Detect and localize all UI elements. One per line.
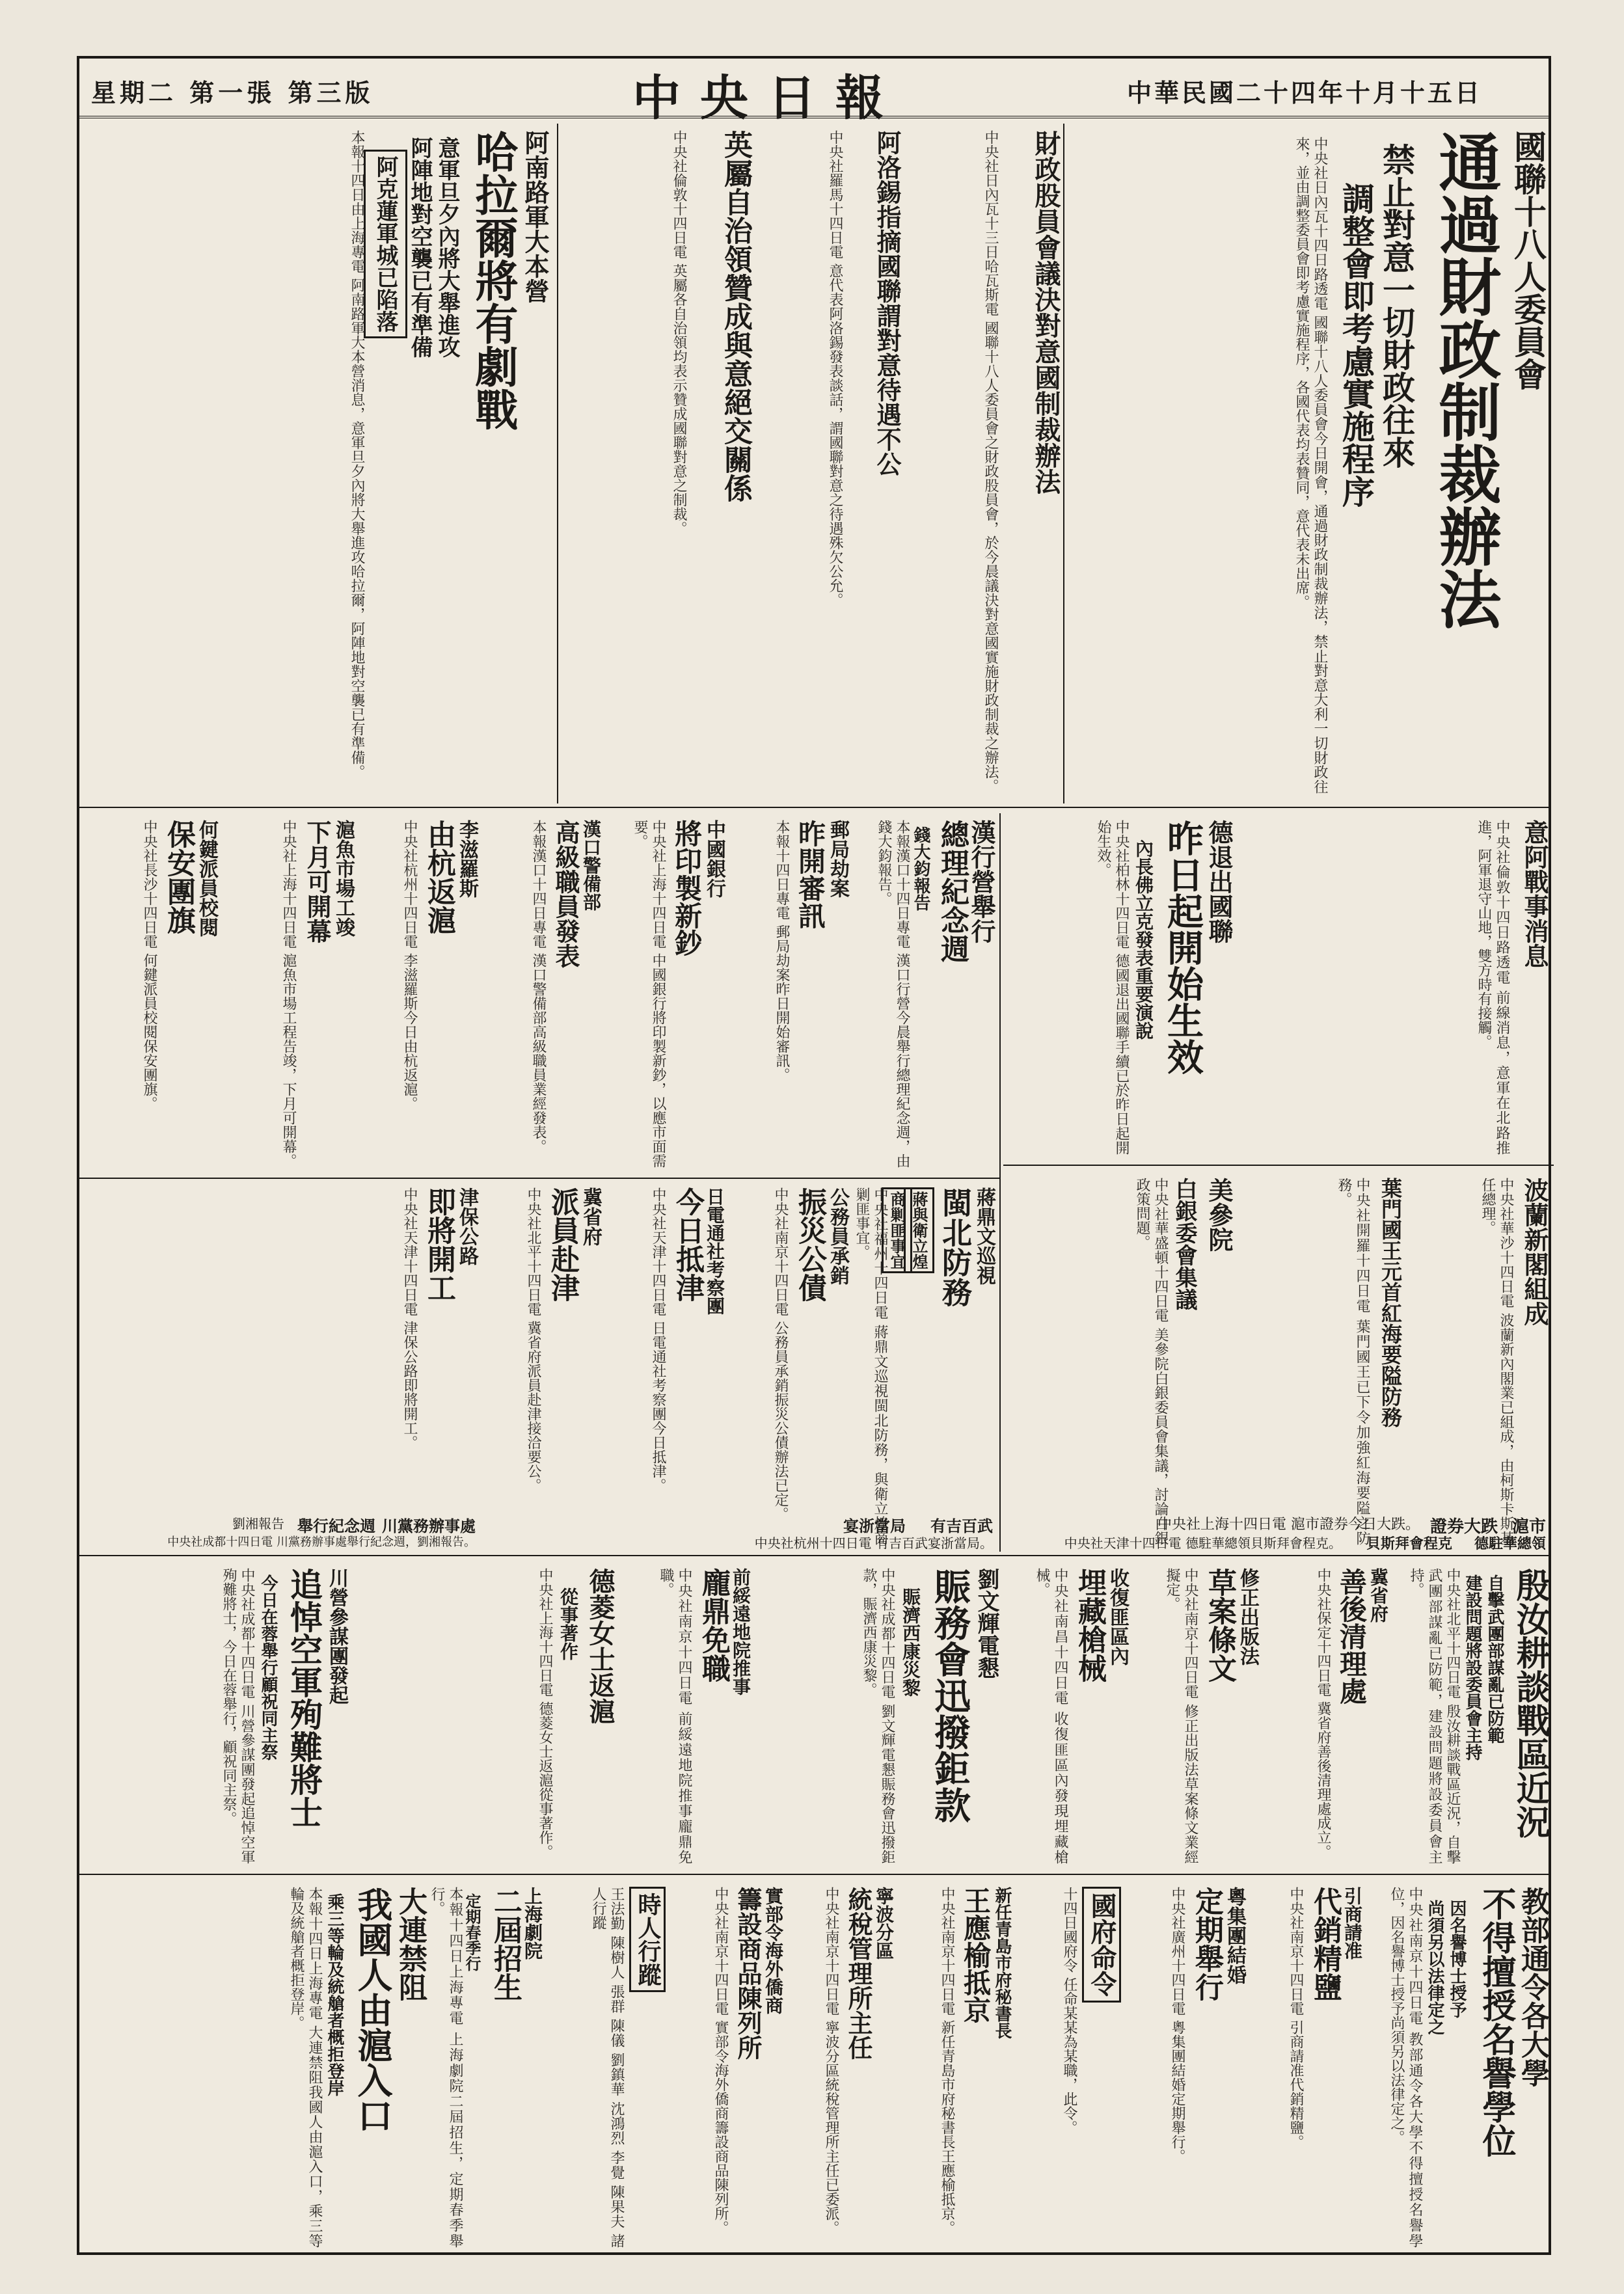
subheadline: 阿克蓮軍城已陷落	[364, 150, 407, 338]
headline: 郵局劫案	[826, 820, 849, 898]
headline: 意阿戰事消息	[1520, 820, 1549, 968]
headline: 定期舉行	[1190, 1887, 1223, 2001]
headline: 即將開工	[422, 1187, 455, 1302]
article-body: 中央社保定十四日電 冀省府善後清理處成立。	[1315, 1568, 1331, 1859]
article-body: 中央社華沙十四日電 波蘭新內閣業已組成，由柯斯卡斯基任總理。	[1480, 1178, 1514, 1545]
headline: 寧波分區	[873, 1887, 895, 1960]
article-poland	[1407, 1171, 1550, 1552]
headline: 國府命令	[1082, 1887, 1121, 2003]
subheadline: 自擊武團部謀亂已防範	[1485, 1574, 1504, 1744]
article-body: 中央社上海十四日電 中國銀行將印製新鈔，以應市面需要。	[632, 820, 666, 1168]
article-body: 中央社南昌十四日電 收復匪區內發現埋藏槍械。	[1034, 1568, 1068, 1864]
headline: 滬魚市場工竣	[332, 820, 355, 937]
article-government-orders	[1016, 1880, 1124, 2254]
article-salt	[1251, 1880, 1364, 2254]
article-body: 中央社杭州十四日電 李滋羅斯今日由杭返滬。	[401, 820, 418, 1111]
article-dezheng	[353, 1561, 616, 1870]
article-relief-bonds	[730, 1181, 850, 1552]
headline: 德菱女士返滬	[585, 1568, 616, 1724]
article-body: 中央社成都十四日電 川營參謀團發起追悼空軍殉難將士，今日在蓉舉行，顧祝同主祭。	[221, 1568, 255, 1864]
article-body: 中央社北平十四日電 冀省府派員赴津接洽要公。	[525, 1187, 541, 1492]
subheadline: 調整會即考慮實施程序	[1337, 182, 1375, 507]
headline: 何鍵派員校閱	[195, 820, 218, 937]
headline: 新任青島市府秘書長	[992, 1887, 1012, 2039]
headline: 總理紀念週	[936, 820, 969, 963]
article-body: 中央社天津十四日電 德駐華總領貝斯拜會程克。	[1064, 1535, 1342, 1551]
article-liu-wenhui	[756, 1561, 1000, 1870]
headline: 賑務會迅撥鉅款	[928, 1568, 971, 1823]
article-body: 中央社成都十四日電 川黨務辦事處舉行紀念週，劉湘報告。	[167, 1535, 476, 1549]
headline: 冀省府	[1368, 1568, 1389, 1623]
article-league-sanctions	[1068, 124, 1550, 803]
article-finance-committee	[906, 124, 1062, 803]
article-body: 中央社倫敦十四日電 英屬各自治領均表示贊成國聯對意之制裁。	[671, 130, 687, 535]
masthead-name: 中央日報	[632, 70, 903, 126]
headline: 貝斯拜會程克	[1366, 1535, 1452, 1552]
headline: 漢口警備部	[580, 820, 602, 911]
headline: 我國人由滬入口	[352, 1887, 394, 2133]
headline: 冀省府	[579, 1187, 602, 1246]
subheadline: 白銀委會集議	[1171, 1178, 1197, 1310]
headline: 蔣鼎文巡視	[973, 1187, 995, 1285]
article-body: 中央社杭州十四日電 有吉百武宴浙當局。	[754, 1535, 993, 1551]
column-rule	[999, 813, 1001, 1552]
subheadline: 因名譽博士授予	[1447, 1900, 1467, 2018]
headline: 時人行蹤	[629, 1887, 666, 1992]
article-leith-ross	[359, 813, 480, 1174]
headline: 舉行紀念週	[297, 1517, 375, 1535]
article-body: 中央社南京十四日電 引商請准代銷精鹽。	[1288, 1887, 1304, 2149]
article-body: 中央社華盛頓十四日電 美參院白銀委員會集議，討論白銀政策問題。	[1134, 1178, 1169, 1545]
headline: 昨日起開始生效	[1161, 820, 1204, 1075]
headline: 英屬自治領贊成與意絕交關係	[719, 130, 752, 502]
headline: 劉文輝電懇	[973, 1568, 999, 1679]
headline: 有吉百武	[930, 1517, 993, 1535]
article-body: 中央社長沙十四日電 何鍵派員校閱保安團旗。	[141, 820, 157, 1111]
strip-extra-items	[483, 1509, 997, 1551]
headline: 王應榆抵京	[960, 1887, 992, 2023]
article-body: 中央社南京十四日電 前綏遠地院推事龐鼎免職。	[658, 1568, 692, 1864]
subheadline: 尚須另以法律定之	[1425, 1900, 1444, 2035]
masthead	[79, 59, 1549, 126]
article-dominions	[561, 124, 753, 803]
subheadline: 賑濟西康災黎	[900, 1587, 921, 1697]
article-body: 本報十四日由上海專電 阿南路軍大本營消息，意軍旦夕內將大舉進攻哈拉爾，阿陣地對空襲已有準備。	[349, 130, 365, 779]
headline: 善後清理處	[1336, 1568, 1368, 1705]
headline: 派員赴津	[546, 1187, 579, 1302]
headline: 昨開審訊	[794, 820, 826, 929]
article-people-movements	[548, 1880, 668, 2254]
article-body: 十四日國府令 任命某某為某職，此令。	[1061, 1887, 1077, 2135]
article-body: 中央社天津十四日電 日電通社考察團今日抵津。	[650, 1187, 666, 1492]
section-rule	[79, 1555, 1549, 1556]
headline: 代銷精鹽	[1308, 1887, 1342, 2001]
article-body: 本報漢口十四日專電 漢口警備部高級職員業經發表。	[530, 820, 547, 1154]
headline: 高級職員發表	[551, 820, 580, 968]
article-harar	[86, 124, 554, 803]
headline: 保安團旗	[162, 820, 195, 934]
article-body: 中央社羅馬十四日電 意代表阿洛錫發表談話，謂國聯對意之待遇殊欠公允。	[827, 130, 843, 607]
article-bank-of-china	[606, 813, 727, 1174]
headline: 中國銀行	[703, 820, 725, 898]
headline: 振災公債	[793, 1187, 826, 1302]
headline: 教部通令各大學	[1516, 1887, 1549, 2087]
article-body: 中央社南京十四日電 公務員承銷振災公債辦法已定。	[772, 1187, 789, 1521]
subheadline: 建設問題將設委員會主持	[1463, 1574, 1482, 1761]
headline: 前綏遠地院推事	[730, 1568, 751, 1695]
article-body: 中央社北平十四日電 殷汝耕談戰區近況，自擊武團部謀亂已防範，建設問題將設委員會主持。	[1408, 1568, 1461, 1864]
article-hebei-cleanup	[1264, 1561, 1390, 1870]
section-rule	[79, 1178, 999, 1179]
article-body: 中央社廣州十四日電 粵集團結婚定期舉行。	[1169, 1887, 1185, 2163]
headline: 川黨務辦事處	[382, 1517, 476, 1535]
headline: 阿洛錫指摘國聯謂對意待遇不公	[873, 130, 902, 476]
subheadline: 定期春季行	[463, 1893, 481, 1971]
headline: 籌設商品陳列所	[733, 1887, 763, 2060]
section-rule	[1003, 1165, 1554, 1166]
headline: 證券大跌	[1429, 1517, 1498, 1537]
article-body: 中央社天津十四日電 津保公路即將開工。	[401, 1187, 418, 1450]
article-publication-law	[1133, 1561, 1260, 1870]
article-hankou-memorial	[854, 813, 997, 1174]
strip-extra-items	[86, 1509, 480, 1551]
article-body: 中央社南京十四日電 實部令海外僑商籌設商品陳列所。	[712, 1887, 729, 2235]
section-rule	[79, 807, 1549, 808]
headline: 公務員承銷	[826, 1187, 849, 1285]
headline: 今日抵津	[671, 1187, 704, 1302]
article-education-ministry	[1368, 1880, 1550, 2254]
subheadline: 從事著作	[558, 1587, 579, 1660]
article-yemen	[1238, 1171, 1403, 1552]
headline: 粵集團結婚	[1223, 1887, 1246, 1984]
headline: 李滋羅斯	[455, 820, 478, 898]
headline: 德駐華總領	[1474, 1535, 1546, 1552]
headline: 波蘭新閣組成	[1520, 1178, 1549, 1326]
headline: 滬市	[1511, 1517, 1546, 1537]
headline: 不得擅授名譽學位	[1476, 1887, 1516, 2157]
masthead-date: 中華民國二十四年十月十五日	[1127, 78, 1483, 107]
headline: 殷汝耕談戰區近況	[1510, 1568, 1550, 1839]
headline: 上海劇院	[522, 1887, 543, 1960]
subheadline: 乘三等輪及統艙者概拒登岸	[325, 1893, 344, 2096]
article-body: 中央社福州十四日電 蔣鼎文巡視閩北防務，與衛立煌商剿匪事宜。	[854, 1187, 888, 1545]
headline: 修正出版法	[1236, 1568, 1259, 1666]
headline: 大連禁阻	[394, 1887, 427, 2001]
headline: 宴浙當局	[843, 1517, 906, 1535]
strip-extra-items	[1003, 1509, 1550, 1551]
headline: 統稅管理所主任	[844, 1887, 873, 2060]
article-body: 本報漢口十四日專電 漢口行營今晨舉行總理紀念週，由錢大鈞報告。	[876, 820, 910, 1168]
article-hebei-to-tianjin	[483, 1181, 603, 1552]
article-yin-rugeng	[1394, 1561, 1550, 1870]
article-pang-ding	[619, 1561, 753, 1870]
headline: 國聯十八人委員會	[1509, 130, 1547, 390]
section-rule	[79, 1874, 1549, 1875]
subheadline: 禁止對意一切財政往來	[1377, 143, 1416, 468]
headline: 津保公路	[455, 1187, 478, 1265]
headline: 二屆招生	[489, 1887, 522, 2001]
subheadline: 今日在蓉舉行顧祝同主祭	[258, 1574, 278, 1761]
headline: 哈拉爾將有劇戰	[468, 130, 519, 431]
headline: 閩北防務	[938, 1187, 973, 1307]
article-wang-yingyu	[899, 1880, 1013, 2254]
headline: 龐鼎免職	[697, 1568, 730, 1682]
column-rule	[557, 124, 558, 803]
article-aloisi	[756, 124, 902, 803]
article-us-senate	[1003, 1171, 1234, 1552]
subheadline: 商剿匪事宜	[882, 1187, 912, 1273]
article-body: 中央社日內瓦十四日路透電 國聯十八人委員會今日開會，通過財政制裁辦法，禁止對意大利一切財政往來，並由調整委員會即考慮實施程序，各國代表均表贊同，意代表未出席。	[1293, 137, 1328, 794]
headline: 財政股員會議決對意國制裁辦法	[1031, 130, 1061, 494]
headline: 實部令海外僑商	[763, 1887, 784, 2014]
article-body: 中央社柏林十四日電 德國退出國聯手續已於昨日起開始生效。	[1095, 820, 1130, 1155]
headline: 由杭返滬	[422, 820, 455, 934]
headline: 草案條文	[1203, 1568, 1236, 1682]
subheadline: 意軍旦夕內將大舉進攻	[434, 137, 460, 358]
article-germany-league	[1003, 813, 1234, 1161]
subheadline: 劉湘報告	[232, 1516, 284, 1532]
article-body: 本報十四日上海專電 大連禁阻我國人由滬入口，乘三等輪及統艙者概拒登岸。	[288, 1887, 323, 2248]
article-dairen	[86, 1880, 427, 2254]
article-body: 中央社倫敦十四日路透電 前線消息，意軍在北路推進，阿軍退守山地，雙方時有接觸。	[1476, 820, 1510, 1155]
headline: 通過財政制裁辦法	[1429, 130, 1502, 630]
article-ningbo-tax	[789, 1880, 896, 2254]
article-dentsu	[606, 1181, 727, 1552]
headline: 阿南路軍大本營	[521, 130, 550, 303]
headline: 引商請准	[1342, 1887, 1363, 1960]
headline: 德退出國聯	[1204, 820, 1234, 943]
headline: 追悼空軍殉難將士	[285, 1568, 323, 1828]
article-fish-market	[223, 813, 356, 1174]
headline: 將印製新鈔	[671, 820, 703, 956]
headline: 葉門國王元首紅海要隘防務	[1378, 1178, 1403, 1427]
article-body: 中央社南京十四日電 新任青島市府秘書長王應榆抵京。	[939, 1887, 955, 2235]
newspaper-page	[77, 56, 1551, 2255]
article-post-robbery	[730, 813, 850, 1174]
headline: 收復匪區內	[1106, 1568, 1129, 1666]
article-body: 中央社南京十四日電 寧波分區統稅管理所主任已委派。	[823, 1887, 839, 2235]
article-war-news	[1238, 813, 1550, 1161]
article-cache-arms	[1003, 1561, 1130, 1870]
article-body: 中央社成都十四日電 劉文輝電懇賑務會迅撥鉅款，賑濟西康災黎。	[861, 1568, 895, 1864]
headline: 漢行營舉行	[967, 820, 996, 943]
subheadline: 蔣與衛立煌	[904, 1187, 934, 1273]
article-body: 本報十四日專電 郵局劫案昨日開始審訊。	[774, 820, 790, 1082]
article-body: 本報十四日上海專電 上海劇院二屆招生，定期春季舉行。	[429, 1887, 463, 2248]
headline: 埋藏槍械	[1073, 1568, 1106, 1682]
article-body: 中央社上海十四日電 德菱女士返滬從事著作。	[537, 1568, 553, 1859]
headline: 下月可開幕	[303, 820, 332, 943]
article-jinbao-road	[86, 1181, 480, 1552]
headline: 美參院	[1204, 1178, 1234, 1252]
article-hankou-garrison	[483, 813, 603, 1174]
article-body: 中央社上海十四日電 滬市證券今日大跌。	[1157, 1517, 1420, 1533]
article-air-memorial	[86, 1561, 349, 1870]
article-body: 王法勤 陳樹人 張群 陳儀 劉鎮華 沈鴻烈 李覺 陳果夫 諸人行蹤	[590, 1887, 625, 2248]
column-rule	[1063, 124, 1064, 803]
masthead-issue: 星期二 第一張 第三版	[91, 78, 374, 107]
article-body: 中央社日內瓦十三日哈瓦斯電 國聯十八人委員會之財政股員會，於今晨議決對意國實施財政制裁之辦法。	[982, 130, 999, 793]
headline: 川營參謀團發起	[325, 1568, 348, 1705]
article-jiang-dingwen	[854, 1181, 997, 1552]
article-body: 中央社開羅十四日電 葉門國王已下令加強紅海要隘之防務。	[1336, 1178, 1370, 1545]
headline: 日電通社考察團	[704, 1187, 725, 1315]
subheadline: 內長佛立克發表重要演說	[1133, 839, 1154, 1040]
article-theatre	[431, 1880, 545, 2254]
article-overseas-merchants	[671, 1880, 785, 2254]
subheadline: 錢大鈞報告	[911, 826, 930, 911]
article-body: 中央社南京十四日電 修正出版法草案條文業經擬定。	[1164, 1568, 1198, 1864]
article-body: 中央社南京十四日電 教部通令各大學不得擅授名譽學位，因名譽博士授予尚須另以法律定之。	[1388, 1887, 1423, 2248]
subheadline: 阿陣地對空襲已有準備	[407, 137, 433, 358]
article-group-wedding	[1127, 1880, 1247, 2254]
article-body: 中央社上海十四日電 滬魚市場工程告竣，下月可開幕。	[280, 820, 297, 1168]
article-security-flag	[86, 813, 219, 1174]
